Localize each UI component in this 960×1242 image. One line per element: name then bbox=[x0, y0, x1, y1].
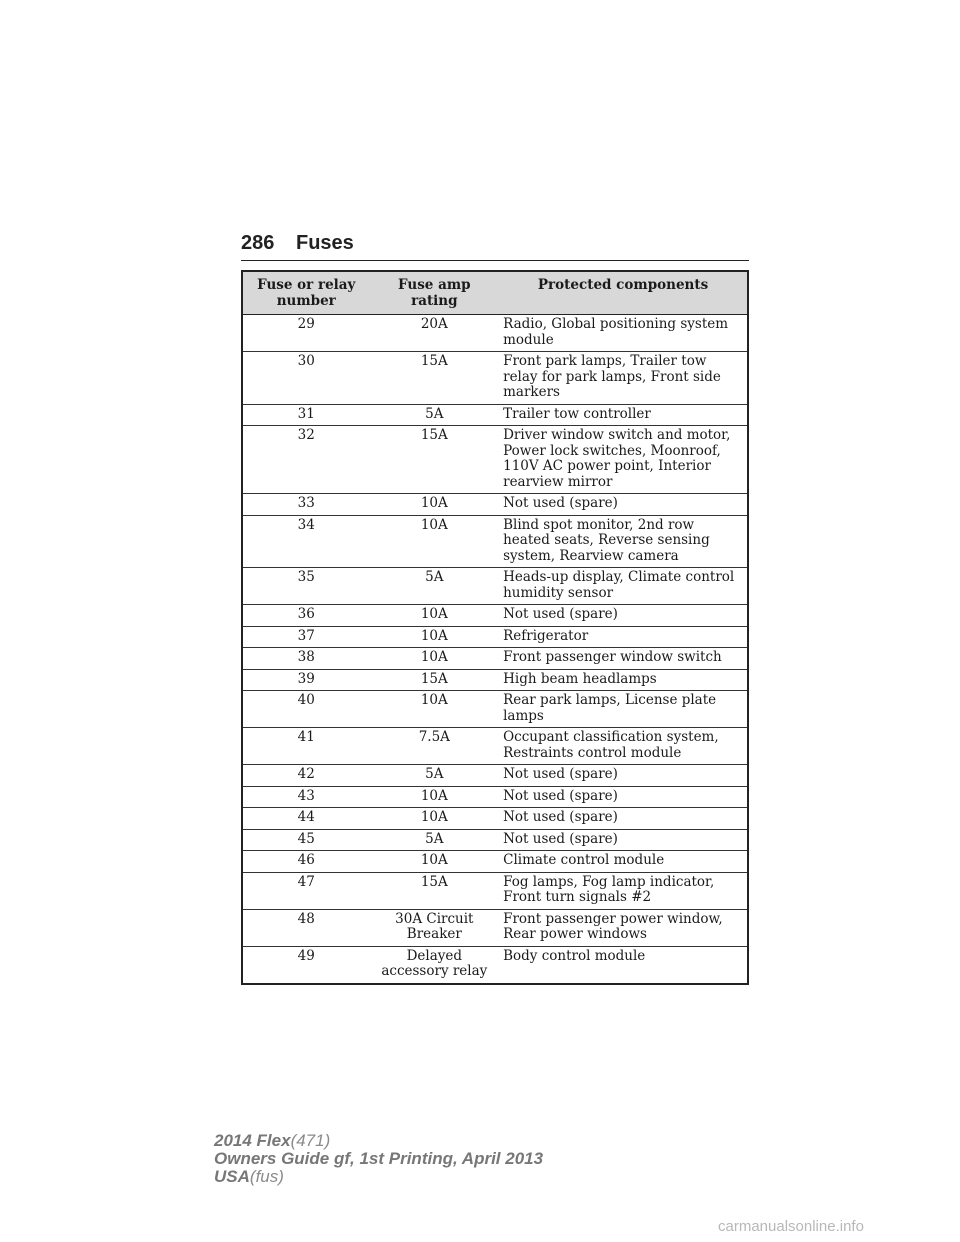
table-row bbox=[242, 765, 748, 787]
table-row bbox=[242, 605, 748, 627]
amp-rating-cell: 15A bbox=[420, 353, 448, 369]
fuse-number-cell: 49 bbox=[297, 947, 315, 964]
page-number: 286 bbox=[241, 232, 275, 254]
amp-rating-cell: 15A bbox=[420, 873, 448, 890]
amp-rating-cell: 10A bbox=[420, 809, 448, 825]
protected-components-cell: Front park lamps, Trailer tow relay for park lamps, Front side markers bbox=[503, 353, 721, 400]
amp-rating-cell: 15A bbox=[420, 670, 448, 687]
protected-components-cell: Not used (spare) bbox=[503, 787, 618, 804]
fuse-number-cell: 34 bbox=[297, 516, 315, 533]
protected-components-cell: High beam headlamps bbox=[503, 670, 657, 687]
fuse-number-cell: 37 bbox=[297, 627, 315, 644]
table-row bbox=[242, 691, 748, 728]
footer-market-code: (fus) bbox=[249, 1167, 284, 1186]
amp-rating-cell: 5A bbox=[425, 766, 444, 782]
protected-components-cell: Not used (spare) bbox=[503, 495, 618, 511]
table-row bbox=[242, 426, 748, 494]
fuse-number-cell: 48 bbox=[297, 910, 315, 927]
table-row bbox=[242, 515, 748, 568]
section-title: Fuses bbox=[296, 232, 354, 254]
watermark: carmanualsonline.info bbox=[718, 1218, 864, 1235]
footer-model-code: (471) bbox=[290, 1131, 331, 1150]
table-row bbox=[242, 626, 748, 648]
protected-components-cell: Body control module bbox=[503, 947, 646, 964]
fuse-number-cell: 42 bbox=[297, 766, 315, 782]
table-header-row bbox=[242, 271, 748, 315]
amp-rating-cell: 10A bbox=[420, 627, 448, 644]
column-header-amp-rating-line1: Fuse amp bbox=[398, 277, 471, 293]
amp-rating-cell: 10A bbox=[420, 495, 448, 511]
table-row bbox=[242, 808, 748, 830]
protected-components-cell: Not used (spare) bbox=[503, 606, 618, 622]
fuse-number-cell: 30 bbox=[297, 353, 315, 369]
protected-components-cell: Not used (spare) bbox=[503, 830, 618, 847]
table-row bbox=[242, 909, 748, 946]
fuse-number-cell: 43 bbox=[297, 787, 315, 804]
fuse-number-cell: 46 bbox=[297, 852, 315, 868]
fuse-table bbox=[241, 270, 749, 985]
amp-rating-cell: 10A bbox=[420, 787, 448, 804]
table-row bbox=[242, 568, 748, 605]
protected-components-cell: Front passenger window switch bbox=[503, 649, 722, 665]
fuse-number-cell: 38 bbox=[297, 649, 315, 665]
fuse-number-cell: 35 bbox=[297, 569, 315, 585]
column-header-amp-rating-line2: rating bbox=[411, 292, 458, 309]
fuse-number-cell: 29 bbox=[297, 316, 315, 332]
protected-components-cell: Not used (spare) bbox=[503, 809, 618, 825]
fuse-number-cell: 31 bbox=[297, 405, 315, 422]
column-header-amp-rating bbox=[370, 271, 500, 315]
protected-components-cell: Refrigerator bbox=[503, 627, 589, 644]
amp-rating-cell: Delayed accessory relay bbox=[381, 947, 488, 979]
table-row bbox=[242, 352, 748, 405]
protected-components-cell: Fog lamps, Fog lamp indicator, Front turn signals #2 bbox=[503, 873, 715, 905]
table-row bbox=[242, 315, 748, 352]
column-header-fuse-number-line1: Fuse or relay bbox=[257, 277, 356, 293]
fuse-number-cell: 41 bbox=[297, 729, 315, 745]
amp-rating-cell: 10A bbox=[420, 516, 448, 533]
fuse-number-cell: 39 bbox=[297, 670, 315, 687]
table-row bbox=[242, 669, 748, 691]
amp-rating-cell: 5A bbox=[425, 830, 444, 847]
fuse-number-cell: 32 bbox=[297, 427, 315, 443]
page-header bbox=[241, 232, 749, 261]
amp-rating-cell: 30A Circuit Breaker bbox=[395, 910, 474, 942]
amp-rating-cell: 15A bbox=[420, 427, 448, 443]
fuse-number-cell: 40 bbox=[297, 692, 315, 708]
protected-components-cell: Climate control module bbox=[503, 852, 665, 868]
table-row bbox=[242, 872, 748, 909]
amp-rating-cell: 10A bbox=[420, 649, 448, 665]
protected-components-cell: Front passenger power window, Rear power windows bbox=[503, 910, 723, 942]
amp-rating-cell: 10A bbox=[420, 852, 448, 868]
amp-rating-cell: 7.5A bbox=[418, 729, 450, 745]
table-row bbox=[242, 829, 748, 851]
amp-rating-cell: 10A bbox=[420, 692, 448, 708]
amp-rating-cell: 20A bbox=[420, 316, 448, 332]
protected-components-cell: Trailer tow controller bbox=[503, 405, 651, 422]
protected-components-cell: Blind spot monitor, 2nd row heated seats, Reverse sensing system, Rearview camera bbox=[503, 516, 710, 564]
column-header-protected-components: Protected components bbox=[499, 271, 748, 315]
column-header-fuse-number bbox=[242, 271, 370, 315]
protected-components-cell: Driver window switch and motor, Power lock switches, Moonroof, 110V AC power point, Interior rearview mirror bbox=[503, 427, 731, 490]
fuse-number-cell: 36 bbox=[297, 606, 315, 622]
amp-rating-cell: 10A bbox=[420, 606, 448, 622]
protected-components-cell: Not used (spare) bbox=[503, 766, 618, 782]
protected-components-cell: Radio, Global positioning system module bbox=[503, 316, 729, 348]
amp-rating-cell: 5A bbox=[425, 569, 444, 585]
fuse-number-cell: 44 bbox=[297, 809, 315, 825]
footer-market: USA bbox=[214, 1167, 250, 1186]
footer-guide: Owners Guide gf, 1st Printing, April 2013 bbox=[214, 1149, 544, 1168]
fuse-number-cell: 45 bbox=[297, 830, 315, 847]
column-header-fuse-number-line2: number bbox=[276, 292, 336, 309]
table-row bbox=[242, 786, 748, 808]
table-row bbox=[242, 494, 748, 516]
protected-components-cell: Rear park lamps, License plate lamps bbox=[503, 692, 717, 724]
amp-rating-cell: 5A bbox=[425, 405, 444, 422]
protected-components-cell: Occupant classification system, Restraints control module bbox=[503, 729, 719, 761]
protected-components-cell: Heads-up display, Climate control humidity sensor bbox=[503, 569, 735, 601]
table-row bbox=[242, 851, 748, 873]
table-row bbox=[242, 728, 748, 765]
fuse-number-cell: 47 bbox=[297, 873, 315, 890]
document-footer bbox=[214, 1132, 543, 1186]
fuse-number-cell: 33 bbox=[297, 495, 315, 511]
table-row bbox=[242, 648, 748, 670]
table-row bbox=[242, 946, 748, 984]
footer-model: 2014 Flex bbox=[214, 1131, 291, 1150]
table-row bbox=[242, 404, 748, 426]
